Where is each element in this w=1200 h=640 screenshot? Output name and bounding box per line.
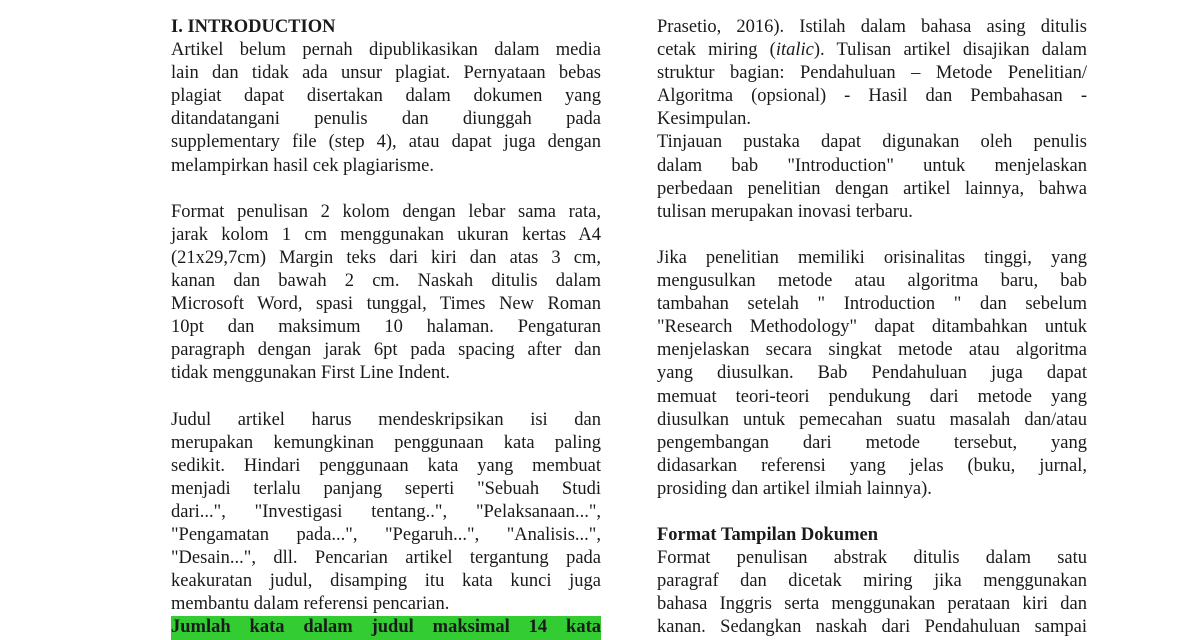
text-line: pengembangan dari metode tersebut, yang [657, 432, 1087, 453]
text-line: "Research Methodology" dapat ditambahkan untuk [657, 317, 1087, 338]
text-line: "Pengamatan pada...", "Pegaruh...", "Analisis...", [171, 525, 601, 546]
text-line: Tinjauan pustaka dapat digunakan oleh penulis [657, 132, 1087, 153]
text-line: Artikel belum pernah dipublikasikan dalam media [171, 40, 601, 61]
paragraph-gap [657, 501, 1087, 524]
text-line: didasarkan referensi yang jelas (buku, jurnal, [657, 455, 1087, 476]
text-line: Microsoft Word, spasi tunggal, Times New Roman [171, 294, 601, 315]
text-line: jarak kolom 1 cm menggunakan ukuran kertas A4 [171, 224, 601, 245]
text-line: tulisan merupakan inovasi terbaru. [657, 201, 913, 222]
text-line: paragraf dan dicetak miring jika menggunakan [657, 571, 1087, 592]
text-line: melampirkan hasil cek plagiarisme. [171, 155, 435, 176]
text-line: struktur bagian: Pendahuluan – Metode Penelitian/ [657, 63, 1087, 84]
text-line: memuat teori-teori pendukung dari metode yang [657, 386, 1087, 407]
text-line: Format penulisan abstrak ditulis dalam satu [657, 548, 1087, 569]
text-line: (21x29,7cm) Margin teks dari kiri dan atas 3 cm, [171, 247, 601, 268]
text-line: paragraph dengan jarak 6pt pada spacing after dan [171, 340, 601, 361]
text-line: dalam bab "Introduction" untuk menjelaskan [657, 155, 1087, 176]
section-heading-introduction: I. INTRODUCTION [171, 17, 336, 37]
paragraph-abstract-format [657, 547, 1087, 639]
text-line: plagiat dapat disertakan dalam dokumen yang [171, 86, 601, 107]
text-line: lain dan tidak ada unsur plagiat. Pernyataan bebas [171, 63, 601, 84]
text-line: membantu dalam referensi pencarian. [171, 594, 450, 615]
paragraph-gap [171, 386, 601, 409]
text-line: mengusulkan metode atau algoritma baru, bab [657, 271, 1087, 292]
text-line: tidak menggunakan First Line Indent. [171, 363, 450, 384]
text-line: Kesimpulan. [657, 109, 752, 130]
highlighted-title-rule: Jumlah kata dalam judul maksimal 14 kata [171, 616, 601, 639]
section-heading-document-format: Format Tampilan Dokumen [657, 525, 879, 546]
paragraph-gap [171, 178, 601, 201]
text-line: yang diusulkan. Bab Pendahuluan juga dapat [657, 363, 1087, 384]
text-line: prosiding dan artikel ilmiah lainnya). [657, 478, 932, 499]
text-line: merupakan kemungkinan penggunaan kata paling [171, 432, 601, 453]
text-line-italic-term: cetak miring (italic). Tulisan artikel disajikan dalam [657, 40, 1088, 61]
left-column [171, 16, 601, 640]
text-line: tambahan setelah " Introduction " dan sebelum [657, 294, 1087, 315]
italic-term: italic [775, 40, 814, 61]
text-line: "Desain...", dll. Pencarian artikel tergantung pada [171, 548, 601, 569]
paragraph-structure [657, 16, 1087, 131]
text-line: sedikit. Hindari penggunaan kata yang membuat [171, 455, 601, 476]
paragraph-literature-review [657, 131, 1087, 223]
text-line: kanan dan bawah 2 cm. Naskah ditulis dalam [171, 271, 601, 292]
paragraph-originality-method [657, 247, 1087, 501]
text-line: ditandatangani penulis dan diunggah pada [171, 109, 601, 130]
text-line: bahasa Inggris serta menggunakan perataan kiri dan [657, 594, 1087, 615]
paragraph-title [171, 409, 601, 617]
text-line: Judul artikel harus mendeskripsikan isi dan [171, 409, 601, 430]
text-line: dari...", "Investigasi tentang..", "Pelaksanaan...", [171, 501, 601, 522]
text-line: Algoritma (opsional) - Hasil dan Pembahasan - [657, 86, 1087, 107]
text-line: 10pt dan maksimum 10 halaman. Pengaturan [171, 317, 601, 338]
right-column [657, 16, 1087, 640]
text-line: keakuratan judul, disamping itu kata kunci juga [171, 571, 601, 592]
text-line: Jika penelitian memiliki orisinalitas tinggi, yang [657, 247, 1087, 268]
text-line: kanan. Sedangkan naskah dari Pendahuluan sampai [657, 617, 1087, 638]
text-line: menjadi terlalu panjang seperti "Sebuah Studi [171, 478, 601, 499]
paragraph-originality [171, 39, 601, 178]
text-line: Prasetio, 2016). Istilah dalam bahasa asing ditulis [657, 17, 1087, 37]
text-line: diusulkan untuk pemecahan suatu masalah dan/atau [657, 409, 1087, 430]
text-line: menjelaskan secara singkat metode atau algoritma [657, 340, 1087, 361]
paragraph-format [171, 201, 601, 386]
text-line: perbedaan penelitian dengan artikel lainnya, bahwa [657, 178, 1087, 199]
paragraph-gap [657, 224, 1087, 247]
text-line: Format penulisan 2 kolom dengan lebar sama rata, [171, 201, 601, 222]
text-line: supplementary file (step 4), atau dapat juga dengan [171, 132, 601, 153]
